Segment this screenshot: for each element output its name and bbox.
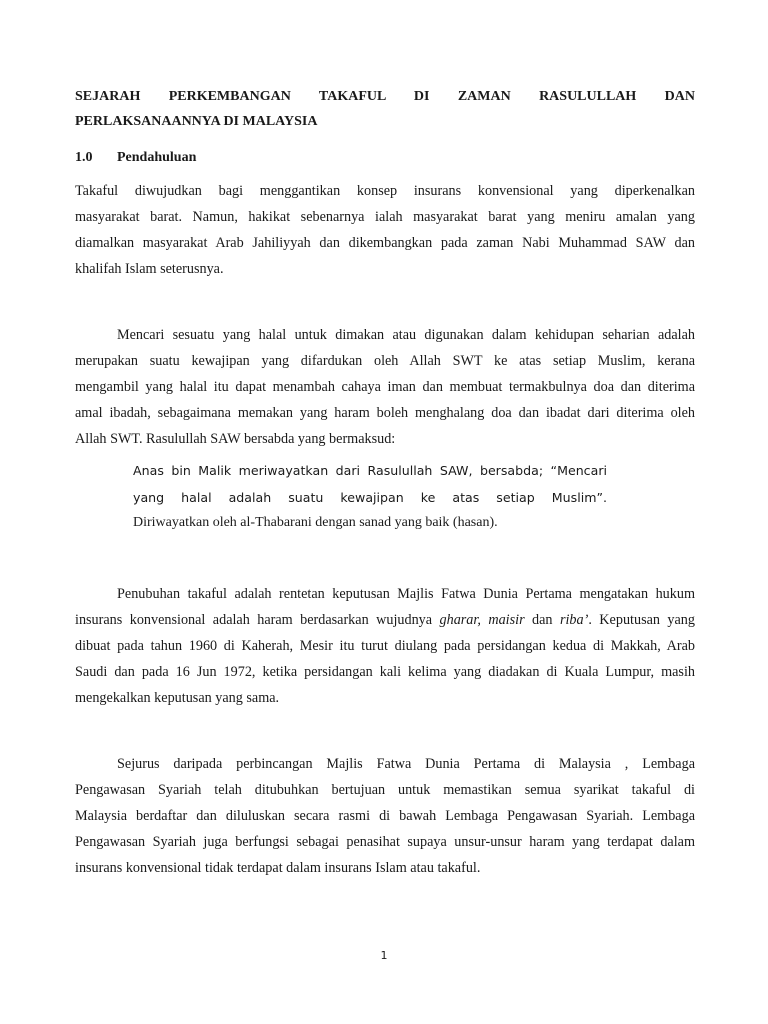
paragraph-1-line: masyarakat barat. Namun, hakikat sebenarnya ialah masyarakat barat yang meniru amalan yang	[75, 209, 695, 225]
paragraph-1-line: Takaful diwujudkan bagi menggantikan konsep insurans konvensional yang diperkenalkan	[75, 183, 695, 199]
quote-line: Anas bin Malik meriwayatkan dari Rasulullah SAW, bersabda; “Mencari	[133, 463, 607, 478]
paragraph-2-line: mengambil yang halal itu dapat menambah cahaya iman dan membuat termakbulnya doa dan diterima	[75, 379, 695, 395]
page-number: 1	[380, 949, 388, 962]
section-heading: Pendahuluan	[117, 150, 197, 165]
paragraph-2-line: Allah SWT. Rasulullah SAW bersabda yang bermaksud:	[75, 431, 396, 447]
paragraph-2-line: amal ibadah, sebagaimana memakan yang haram boleh menghalang doa dan ibadat dari diterima oleh	[75, 405, 695, 421]
paragraph-4-line: Malaysia berdaftar dan diluluskan secara rasmi di bawah Lembaga Pengawasan Syariah. Lembaga	[75, 808, 695, 824]
paragraph-1-line: diamalkan masyarakat Arab Jahiliyyah dan dikembangkan pada zaman Nabi Muhammad SAW dan	[75, 235, 695, 251]
paragraph-3-line: mengekalkan keputusan yang sama.	[75, 690, 280, 706]
quote-line: yang halal adalah suatu kewajipan ke atas setiap Muslim”.	[133, 490, 607, 505]
title-line-1: SEJARAH PERKEMBANGAN TAKAFUL DI ZAMAN RASULULLAH DAN	[75, 89, 695, 104]
paragraph-3-line: Saudi dan pada 16 Jun 1972, ketika persidangan kali kelima yang diadakan di Kuala Lumpur, masih	[75, 664, 695, 680]
paragraph-2-line: Mencari sesuatu yang halal untuk dimakan atau digunakan dalam kehidupan seharian adalah	[117, 327, 695, 343]
paragraph-3-text: . Keputusan yang	[588, 612, 695, 628]
paragraph-4-line: insurans konvensional tidak terdapat dalam insurans Islam atau takaful.	[75, 860, 481, 876]
quote-attribution: Diriwayatkan oleh al-Thabarani dengan sanad yang baik (hasan).	[133, 515, 498, 530]
paragraph-3-text: dan	[524, 612, 560, 628]
paragraph-3-line: dibuat pada tahun 1960 di Kaherah, Mesir itu turut diulang pada persidangan kedua di Makkah, Arab	[75, 638, 695, 654]
paragraph-3-line	[75, 611, 695, 629]
paragraph-2-line: merupakan suatu kewajipan yang difardukan oleh Allah SWT ke atas setiap Muslim, kerana	[75, 353, 695, 369]
paragraph-4-line: Sejurus daripada perbincangan Majlis Fatwa Dunia Pertama di Malaysia , Lembaga	[117, 756, 695, 772]
term-gharar-maisir: gharar, maisir	[439, 612, 525, 628]
term-riba: riba’	[559, 612, 589, 628]
section-number: 1.0	[75, 150, 93, 165]
title-line-2: PERLAKSANAANNYA DI MALAYSIA	[75, 114, 318, 129]
paragraph-1-line: khalifah Islam seterusnya.	[75, 261, 224, 277]
paragraph-4-line: Pengawasan Syariah juga berfungsi sebagai penasihat supaya unsur-unsur haram yang terdapat dalam	[75, 834, 695, 850]
paragraph-3-text: insurans konvensional adalah haram berdasarkan wujudnya	[75, 612, 440, 628]
paragraph-3-line: Penubuhan takaful adalah rentetan keputusan Majlis Fatwa Dunia Pertama mengatakan hukum	[117, 586, 695, 602]
paragraph-4-line: Pengawasan Syariah telah ditubuhkan bertujuan untuk memastikan semua syarikat takaful di	[75, 782, 695, 798]
